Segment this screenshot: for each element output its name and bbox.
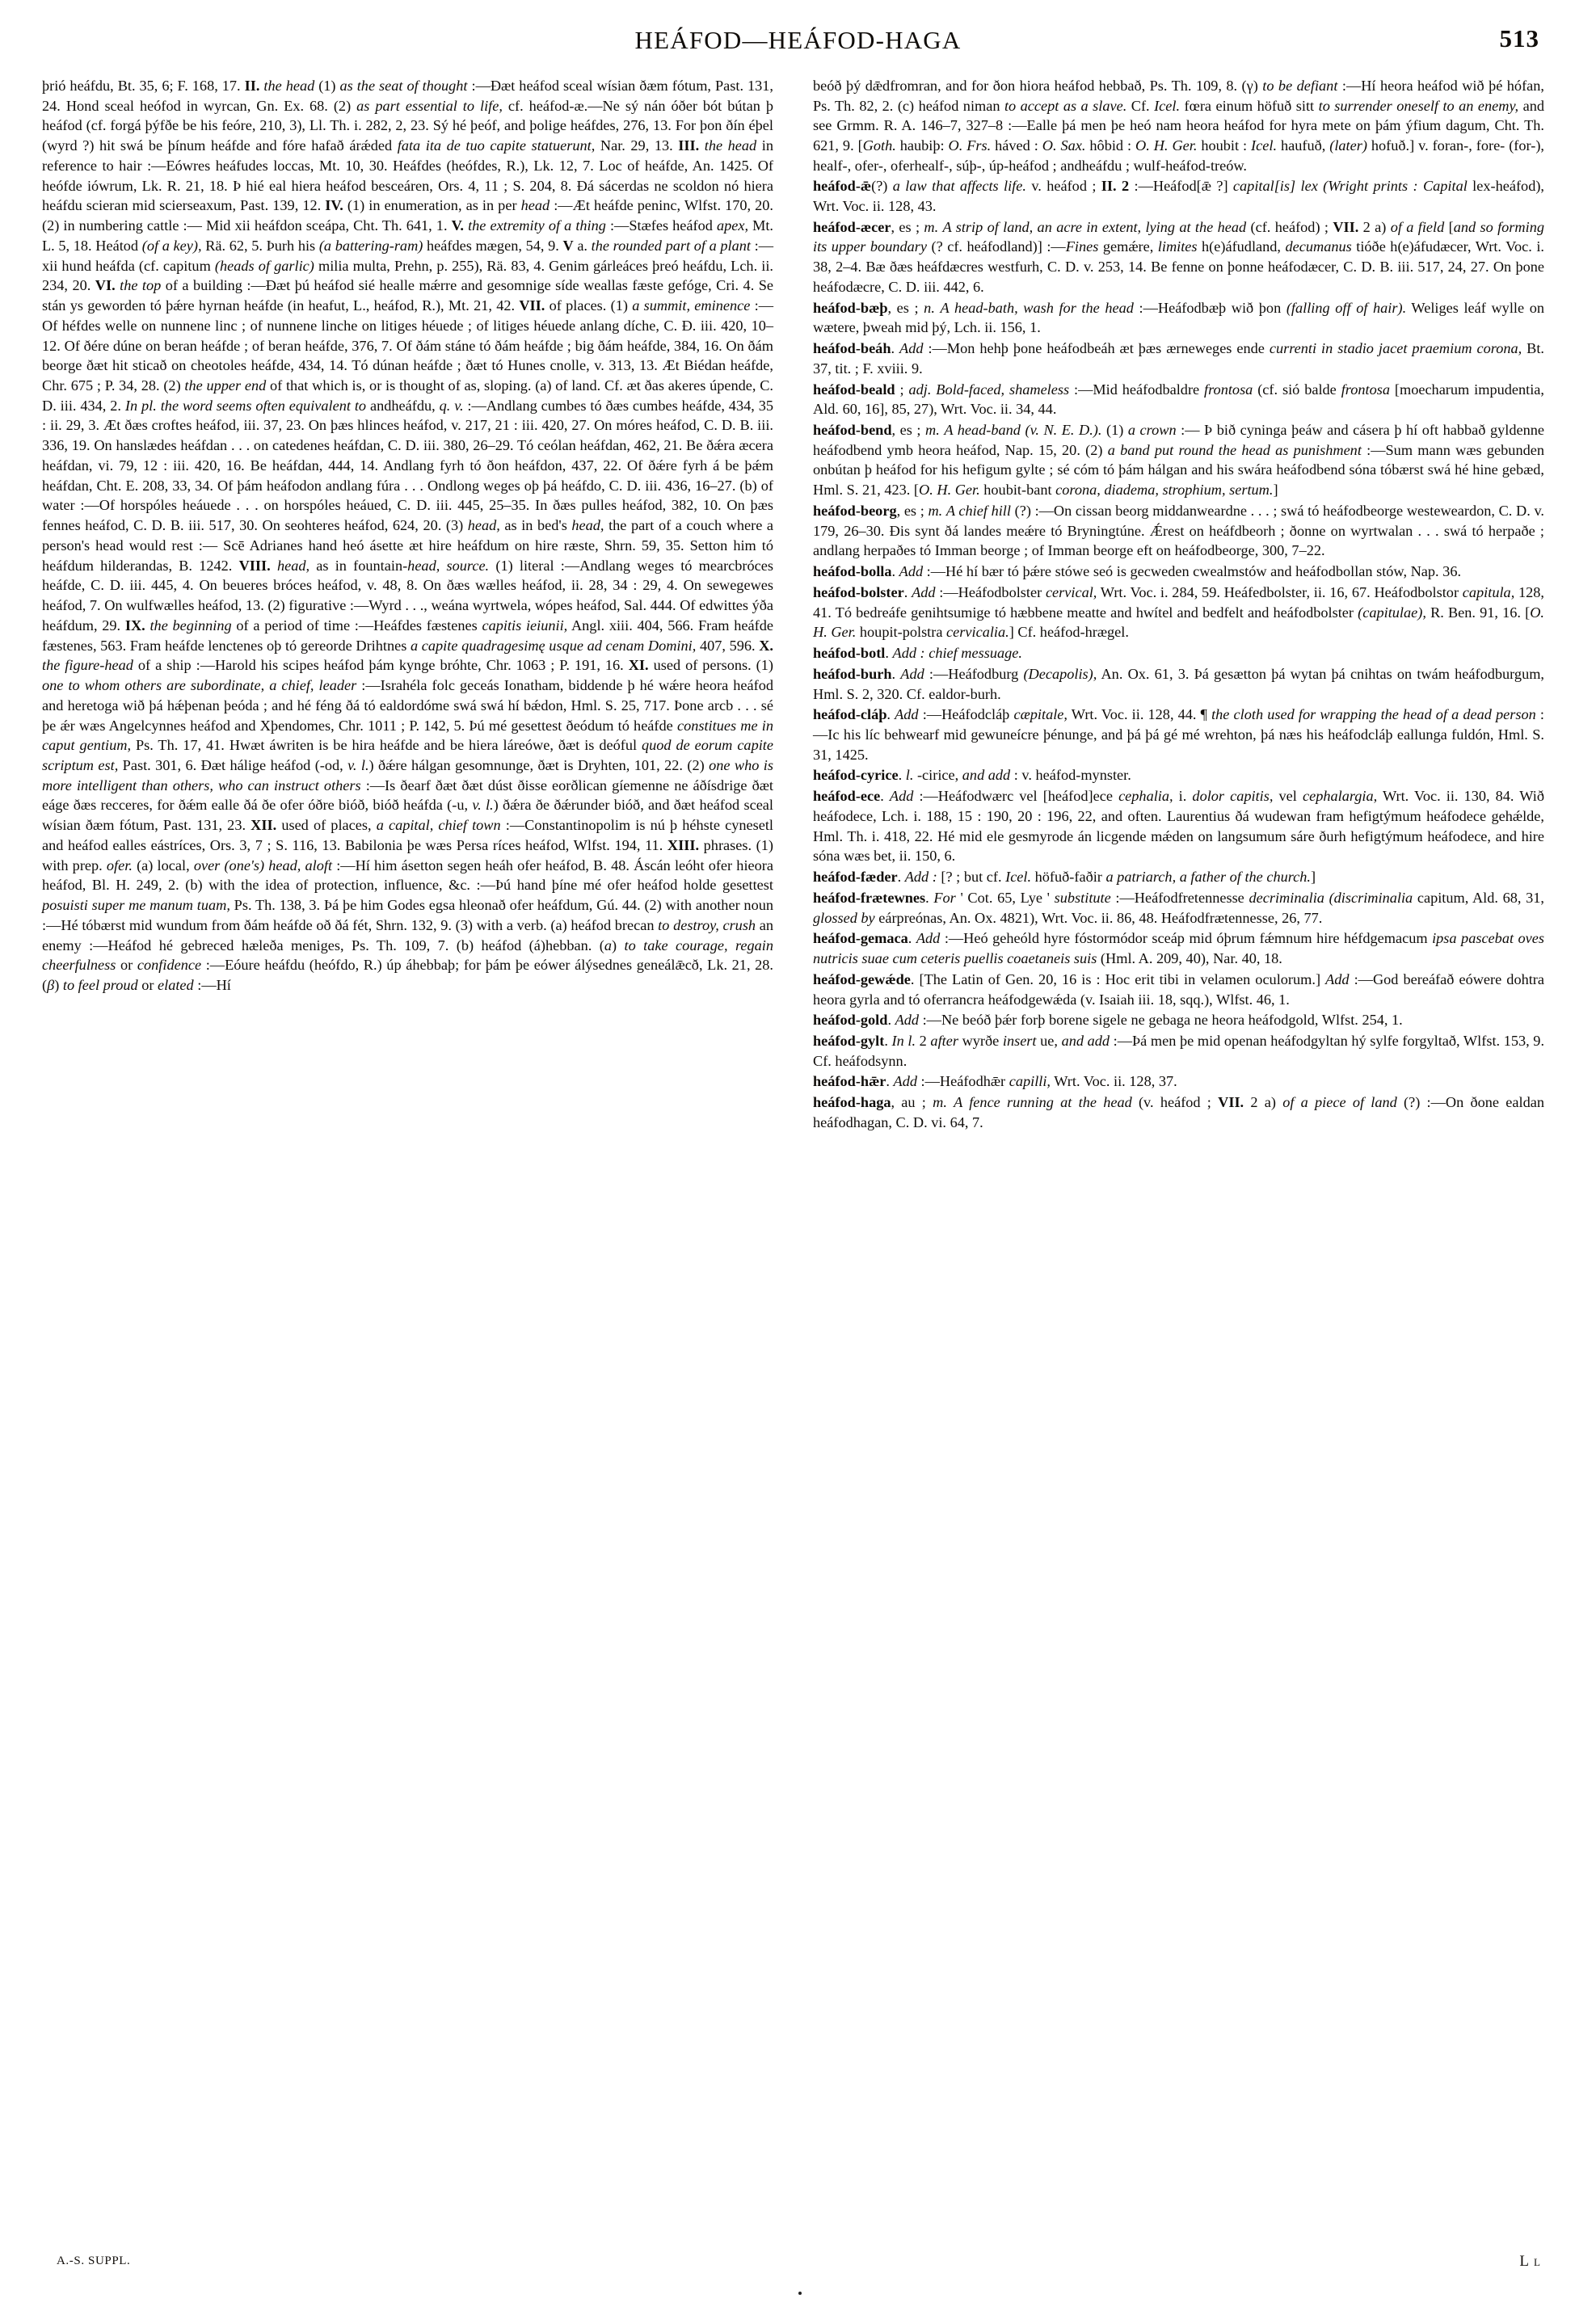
dictionary-entry (813, 339, 1544, 378)
dictionary-entry (813, 217, 1544, 297)
running-title: HEÁFOD—HEÁFOD-HAGA (634, 26, 962, 54)
entry-headword: heáfod-beáh (813, 340, 891, 357)
right-column (792, 76, 1544, 1134)
entry-headword: heáfod-bend (813, 421, 892, 438)
entry-body: . Add : chief messuage. (885, 645, 1022, 662)
entry-body: . Add :—Ne beóð þǽr forþ borene sigele ne gebaga ne heora heáfodgold, Wlfst. 254, 1. (887, 1012, 1403, 1029)
entry-headword: heáfod-burh (813, 665, 892, 682)
page-number: 513 (1499, 24, 1539, 53)
entry-body: , es ; m. A strip of land, an acre in extent, lying at the head (cf. heáfod) ; VII. 2 a) of a field [and so forming its upper boundary (? cf. heáfodland)] :—Fines gemǽre, limites h(e)áfudland, decumanus tióðe h(e)áfudæcer, Wrt. Voc. i. 38, 2–4. Bæ ðæs heáfdæcres westfurh, C. D. v. 253, 14. Be fenne on þonne heáfodæcer, C. D. B. iii. 517, 24, 27. On þone heáfodæcre, C. D. iii. 442, 6. (813, 218, 1544, 295)
entry-body: , es ; m. A chief hill (?) :—On cissan beorg middanweardne . . . ; swá tó heáfodbeorge westeweardon, C. D. v. 179, 26–30. Ðis synt ðá landes meǽre tó Bryningtúne. Ǽrest on heáfdbeorh ; ðonne on wyrtwalan . . . swá tó herpaðe ; andlang herpaðes tó Imman beorge ; of Imman beorge eft on heáfodbeorge, 300, 7–22. (813, 502, 1544, 559)
dictionary-entry (813, 298, 1544, 338)
entry-headword: heáfod-gylt (813, 1033, 885, 1050)
dictionary-entry (813, 562, 1544, 582)
entry-headword: heáfod-fæder (813, 869, 898, 886)
entry-headword: heáfod-cyrice (813, 767, 899, 784)
entry-body: . l. -cirice, and add : v. heáfod-mynster. (898, 767, 1131, 784)
entry-body: . Add : [? ; but cf. Icel. höfuð-faðir a patriarch, a father of the church.] (897, 869, 1316, 886)
dictionary-entry (813, 643, 1544, 663)
entry-body: ; adj. Bold-faced, shameless :—Mid heáfodbaldre frontosa (cf. sió balde frontosa [moecharum impudentia, Ald. 60, 16], 85, 27), Wrt. Voc. ii. 34, 44. (813, 381, 1544, 418)
dictionary-entry (813, 583, 1544, 642)
dictionary-entry (813, 705, 1544, 764)
left-column (42, 76, 792, 996)
entry-body: , es ; m. A head-band (v. N. E. D.). (1) a crown :— Þ bið cyninga þeáw and cásera þ hí oft habbað gyldenne heáfodbend ymb heora heáfod, Nap. 15, 20. (2) a band put round the head as punishment :—Sum mann wæs gebunden onbútan þ heáfod for his hefigum gylte ; sé cóm tó þám hálgan and his swára heáfodbend sóna tóbærst swá hé hine gebæd, Hml. S. 21, 423. [O. H. Ger. houbit-bant corona, diadema, strophium, sertum.] (813, 421, 1544, 499)
entry-body: . Add :—Heó geheóld hyre fóstormódor sceáp mid óþrum fǽmnum hire héfdgemacum ipsa pascebat oves nutricis suae cum ceteris puellis coaetaneis suis (Hml. A. 209, 40), Nar. 40, 18. (813, 930, 1545, 967)
dictionary-entry (813, 786, 1544, 866)
entry-body: , au ; m. A fence running at the head (v. heáfod ; VII. 2 a) of a piece of land (?) :—On ðone ealdan heáfodhagan, C. D. vi. 64, 7. (813, 1094, 1544, 1130)
dictionary-entry (813, 380, 1544, 419)
entry-headword: heáfod-cláþ (813, 706, 887, 723)
entry-headword: heáfod-ǣ (813, 178, 872, 195)
entry-body: . Add :—Heáfodburg (Decapolis), An. Ox. 61, 3. Þá gesætton þá wytan þá cnihtas on twám heáfodburgum, Hml. S. 2, 320. Cf. ealdor-burh. (813, 665, 1544, 702)
dictionary-entry (813, 1092, 1544, 1132)
dictionary-entry (813, 1010, 1544, 1030)
entry-list (813, 176, 1544, 1133)
dictionary-entry (813, 888, 1544, 928)
entry-headword: heáfod-gemaca (813, 930, 908, 947)
entry-headword: heáfod-beald (813, 381, 895, 398)
entry-body: . Add :—Heáfodhǣr capilli, Wrt. Voc. ii. 128, 37. (886, 1073, 1177, 1090)
right-column-intro: beóð þý dǣdfromran, and for ðon hiora heáfod hebbað, Ps. Th. 109, 8. (γ) to be defiant :—Hí heora heáfod wið þé hófan, Ps. Th. 82, 2. (c) heáfod niman to accept as a slave. Cf. Icel. fœra einum höfuð sitt to surrender oneself to an enemy, and see Grmm. R. A. 146–7, 327–8 :—Ealle þá men þe heó nam heora heáfod for hyra mete on þám ýfium dagum, Cht. Th. 621, 9. [Goth. haubiþ: O. Frs. háved : O. Sax. hôbid : O. H. Ger. houbit : Icel. haufuð, (later) hofuð.] v. foran-, fore- (for-), healf-, ofer-, oferhealf-, súþ-, úp-heáfod ; andheáfdu ; wulf-heáfod-treów. (813, 78, 1545, 174)
entry-headword: heáfod-bolster (813, 583, 904, 600)
catchword: L l (1519, 2253, 1541, 2270)
entry-body: (?) a law that affects life. v. heáfod ; II. 2 :—Heáfod[ǣ ?] capital[is] lex (Wright prints : Capital lex-heáfod), Wrt. Voc. ii. 128, 43. (813, 178, 1544, 214)
dictionary-entry (813, 867, 1544, 887)
signature-mark: A.-S. SUPPL. (57, 2254, 131, 2267)
entry-headword: heáfod-haga (813, 1094, 891, 1111)
entry-body: . Add :—Heáfodbolster cervical, Wrt. Voc. i. 284, 59. Heáfedbolster, ii. 16, 67. Heáfodbolstor capitula, 128, 41. Tó bedreáfe genihtsumige tó hæbbene meatte and hwítel and bedfelt and heáfodbolster (capitulae), R. Ben. 91, 16. [O. H. Ger. houpit-polstra cervicalia.] Cf. heáfod-hrægel. (813, 583, 1545, 641)
entry-headword: heáfod-ece (813, 788, 881, 805)
dictionary-entry (813, 1031, 1544, 1071)
page-footer (42, 2254, 1554, 2275)
entry-headword: heáfod-botl (813, 645, 886, 662)
entry-headword: heáfod-bolla (813, 563, 892, 580)
entry-body: . Add :—Heáfodcláþ cæpitale, Wrt. Voc. ii. 128, 44. ¶ the cloth used for wrapping the head of a dead person :—Ic his líc behwearf mid gewuneícre þénunge, and þá þá gé mé wrehton, þá næs his heáfodcláþ eallunga fuldón, Hml. S. 31, 1425. (813, 706, 1545, 763)
entry-body: . For ' Cot. 65, Lye ' substitute :—Heáfodfretennesse decriminalia (discriminalia capitum, Ald. 68, 31, glossed by eárpreónas, An. Ox. 4821), Wrt. Voc. ii. 86, 48. Heáfodfrætennesse, 26, 77. (813, 889, 1544, 926)
entry-body: . Add :—Hé hí bær tó þǽre stówe seó is gecweden cwealmstów and heáfodbollan stów, Nap. 36. (891, 563, 1462, 580)
entry-body: . [The Latin of Gen. 20, 16 is : Hoc erit tibi in velamen oculorum.] Add :—God bereáfað eówere dohtra heora gyrla and tó oferrancra heáfodgewǽda (v. Isaiah iii. 18, sqq.), Wlfst. 46, 1. (813, 970, 1545, 1008)
entry-headword: heáfod-bæþ (813, 299, 888, 316)
entry-body: , es ; n. A head-bath, wash for the head :—Heáfodbæþ wið þon (falling off of hair). Weliges leáf wylle on wætere, þweah mid þý, Lch. ii. 156, 1. (813, 299, 1544, 336)
dictionary-entry (813, 765, 1544, 785)
dictionary-entry (813, 1071, 1544, 1092)
left-column-text: þrió heáfdu, Bt. 35, 6; F. 168, 17. II. the head (1) as the seat of thought :—Ðæt heáfod sceal wísian ðæm fótum, Past. 131, 24. Hond sceal heófod in wyrcan, Gn. Ex. 68. (2) as part essential to life, cf. heáfod-æ.—Ne sý nán óðer bót bútan þ heáfod (cf. forgá þýfðe be his feóre, 210, 3), Ll. Th. i. 282, 2, 23. Sý hé þeóf, and þolige heáfdes, 276, 13. For þon ðín éþel (wyrd ?) hit swá be þínum heáfde and fóre hafað árǽded fata ita de tuo capite statuerunt, Nar. 29, 13. III. the head in reference to hair :—Eówres heáfudes loccas, Mt. 10, 30. Heáfdes (heófdes, R.), Lk. 12, 7. Loc of heáfde, An. 1425. Of heófde iówrum, Lk. R. 21, 18. Þ hié eal hiera heáfod besceáren, Ors. 4, 11 ; S. 204, 8. Ðá sácerdas ne scoldon nó hiera heáfdu scieran mid scierseaxum, Past. 139, 12. IV. (1) in enumeration, as in per head :—Æt heáfde peninc, Wlfst. 170, 20. (2) in numbering cattle :— Mid xii heáfdon sceápa, Cht. Th. 641, 1. V. the extremity of a thing :—Stæfes heáfod apex, Mt. L. 5, 18. Heátod (of a key), Rä. 62, 5. Þurh his (a battering-ram) heáfdes mægen, 54, 9. V a. the rounded part of a plant :—xii hund heáfda (cf. capitum (heads of garlic) milia multa, Prehn, p. 255), Rä. 83, 4. Genim gárleáces þreó heáfdu, Lch. ii. 234, 20. VI. the top of a building :—Ðæt þú heáfod sié healle mǽrre and gesomnige síde weallas fæste gefóge, Cri. 4. Se stán ys geworden tó þǽre hyrnan heáfde (in heafut, L., heáfod, R.), Mt. 21, 42. VII. of places. (1) a summit, eminence :—Of héfdes welle on nunnene linc ; of nunnene linche on litiges héuede ; of litiges héuede anlang díche, C. Ð. iii. 420, 10–12. Of ðére dúne on beran heáfde ; of beran heáfde, 376, 7. Of ðám stáne tó ðám heáfde ; big ðám heáfde, 384, 16. On ðám beorge ðæt hit sticað on cheotoles heáfde, 434, 14. Tó dúnan heáfde ; ðæt tó Hunes cnolle, v. 313, 13. Æt Biédan heáfde, Chr. 675 ; P. 34, 28. (2) the upper end of that which is, or is thought of as, sloping. (a) of land. Cf. æt ðas akeres úpende, C. D. iii. 434, 2. In pl. the word seems often equivalent to andheáfdu, q. v. :—Andlang cumbes tó ðæs cumbes heáfde, 434, 35 : ii. 29, 3. Æt ðæs croftes heáfod, iii. 37, 23. On þæs hlinces heáfod, v. 217, 21 : iii. 420, 27. On móres heáfod, C. D. B. iii. 336, 19. On hanslædes heáfdan . . . on catedenes heáfdan, C. D. iii. 380, 26–29. Tó ceólan heáfdan, 462, 21. Be ðǽra æcera heáfdan, vi. 79, 12 : iii. 420, 16. Be heáfdan, 444, 14. Andlang fyrh tó ðon heáfdon, 437, 22. Of ðǽre fyrh á be þǽm heáfdan, Cht. E. 208, 33, 34. Of þám heáfodon andlang fúra . . . Ondlong weges oþ þá heáfdo, C. D. iii. 436, 16–27. (b) of water :—Of horspóles heáuede . . . on horspóles heáued, C. D. iii. 445, 25–35. In ðæs pulles heáfod, 382, 10. On þæs fennes heáfod, C. D. B. iii. 517, 30. On seohteres heáfod, 624, 20. (3) head, as in bed's head, the part of a couch where a person's head would rest :— Scē Adrianes hand heó ásette æt hire heáfdum on hire ræste, Shrn. 59, 35. Setton him tó heáfdum hilderandas, B. 1242. VIII. head, as in fountain-head, source. (1) literal :—Andlang weges tó mearcbróces heáfde, C. D. iii. 445, 4. On beueres bróces heáfod, v. 48, 8. On ðæs wælles heáfod, ii. 28, 34 : 29, 4. On sewegewes heáfod, 7. On wulfwælles heáfod, 13. (2) figurative :—Wyrd . . ., weána wyrtwela, wópes heáfod, Sal. 444. Of edwittes ýða heáfdum, 29. IX. the beginning of a period of time :—Heáfdes fæstenes capitis ieiunii, Angl. xiii. 404, 566. Fram heáfde fæstenes, 563. Fram heáfde lenctenes oþ tó gereorde Drihtnes a capite quadragesimę usque ad cenam Domini, 407, 596. X. the figure-head of a ship :—Harold his scipes heáfod þám kynge bróhte, Chr. 1063 ; P. 191, 16. XI. used of persons. (1) one to whom others are subordinate, a chief, leader :—Israhéla folc geceás Ionatham, biddende þ hé wǽre heora heáfod and heretoga wið þá hǽþenan þeóda ; and hé féng ðá tó ealdordóme swá swá hí bǽdon, Hml. S. 25, 717. Þone arcb . . . sé þe ǽr wæs Angelcynnes heáfod and Xþendomes, Chr. 1011 ; P. 142, 5. Þú mé gesettest ðeódum tó heáfde constitues me in caput gentium, Ps. Th. 17, 41. Hwæt áwriten is be hira heáfde and be hiera láreówe, ðæt is deóful quod de eorum capite scriptum est, Past. 301, 6. Ðæt hálige heáfod (-od, v. l.) ðǽre hálgan gesomnunge, ðæt is Dryhten, 101, 22. (2) one who is more intelligent than others, who can instruct others :—Is ðearf ðæt ðæt dúst ðisse eorðlican gíemenne ne áðísdrige ðæt eáge ðæs recceres, for ðǽm ealle ðá ðe ofer óðre bióð, bióð heáfda (-u, v. l.) ðǽra ðe ðǽrunder bióð, and ðæt heáfod sceal wísian ðæm fótum, Past. 131, 23. XII. used of places, a capital, chief town :—Constantinopolim is nú þ héhste cynesetl and heáfod ealles eástríces, Ors. 3, 7 ; S. 116, 13. Babilonia þe wæs Persa ríces heáfod, Wlfst. 194, 11. XIII. phrases. (1) with prep. ofer. (a) local, over (one's) head, aloft :—Hí him ásetton segen heáh ofer heáfod, B. 48. Áscán leóht ofer hieora heáfod, Bl. H. 249, 2. (b) with the idea of protection, influence, &c. :—Þú hand þíne mé ofer heáfod holde gesettest posuisti super me manum tuam, Ps. Th. 138, 3. Þá þe him Godes egsa hleonað ofer heáfdum, Gú. 44. (2) with another noun :—Hé tóbærst mid wundum from ðám heáfde oð ðá fét, Shrn. 132, 9. (3) with a verb. (a) heáfod brecan to destroy, crush an enemy :—Heáfod hé gebreced hæleða meniges, Ps. Th. 109, 7. (b) heáfod (á)hebban. (a) to take courage, regain cheerfulness or confidence :—Eóure heáfdu (heófdo, R.) úp áhebbaþ; for þám þe eówer álýsednes geneálǣcð, Lk. 21, 28. (β) to feel proud or elated :—Hí (42, 78, 774, 994)
entry-headword: heáfod-gewǽde (813, 970, 911, 987)
page-columns (42, 76, 1554, 2225)
entry-headword: heáfod-gold (813, 1012, 888, 1029)
entry-headword: heáfod-beorg (813, 502, 897, 519)
entry-body: . Add :—Heáfodwærc vel [heáfod]ece cephalia, i. dolor capitis, vel cephalargia, Wrt. Voc. ii. 130, 84. Wið heáfodece, Lch. i. 188, 15 : 190, 20 : 196, 22, and often. Laurentius ðá wudewan fram hefigtýmum heáfodece gehǽlde, Hml. Th. i. 418, 22. Hé mid ele gesmyrode án licgende mǽden on langsumum sáre ðurh hefigtýmum heáfodece, and hire sóna wæs bet, ii. 150, 6. (813, 788, 1544, 865)
running-head (57, 21, 1539, 65)
entry-headword: heáfod-hǣr (813, 1073, 886, 1090)
entry-headword: heáfod-frætewnes (813, 889, 926, 906)
center-dot (798, 2292, 802, 2295)
dictionary-entry (813, 664, 1544, 704)
entry-body: . Add :—Mon hehþ þone heáfodbeáh æt þæs ærneweges ende currenti in stadio jacet praemium corona, Bt. 37, tit. ; F. xviii. 9. (813, 340, 1544, 377)
dictionary-entry (813, 501, 1544, 561)
dictionary-entry (813, 928, 1544, 968)
entry-headword: heáfod-æcer (813, 218, 891, 235)
dictionary-entry (813, 176, 1544, 216)
dictionary-entry (813, 420, 1544, 500)
dictionary-entry (813, 970, 1544, 1009)
entry-body: . In l. 2 after wyrðe insert ue, and add :—Þá men þe mid openan heáfodgyltan hý sylfe forgyltað, Wlfst. 153, 9. Cf. heáfodsynn. (813, 1033, 1545, 1069)
